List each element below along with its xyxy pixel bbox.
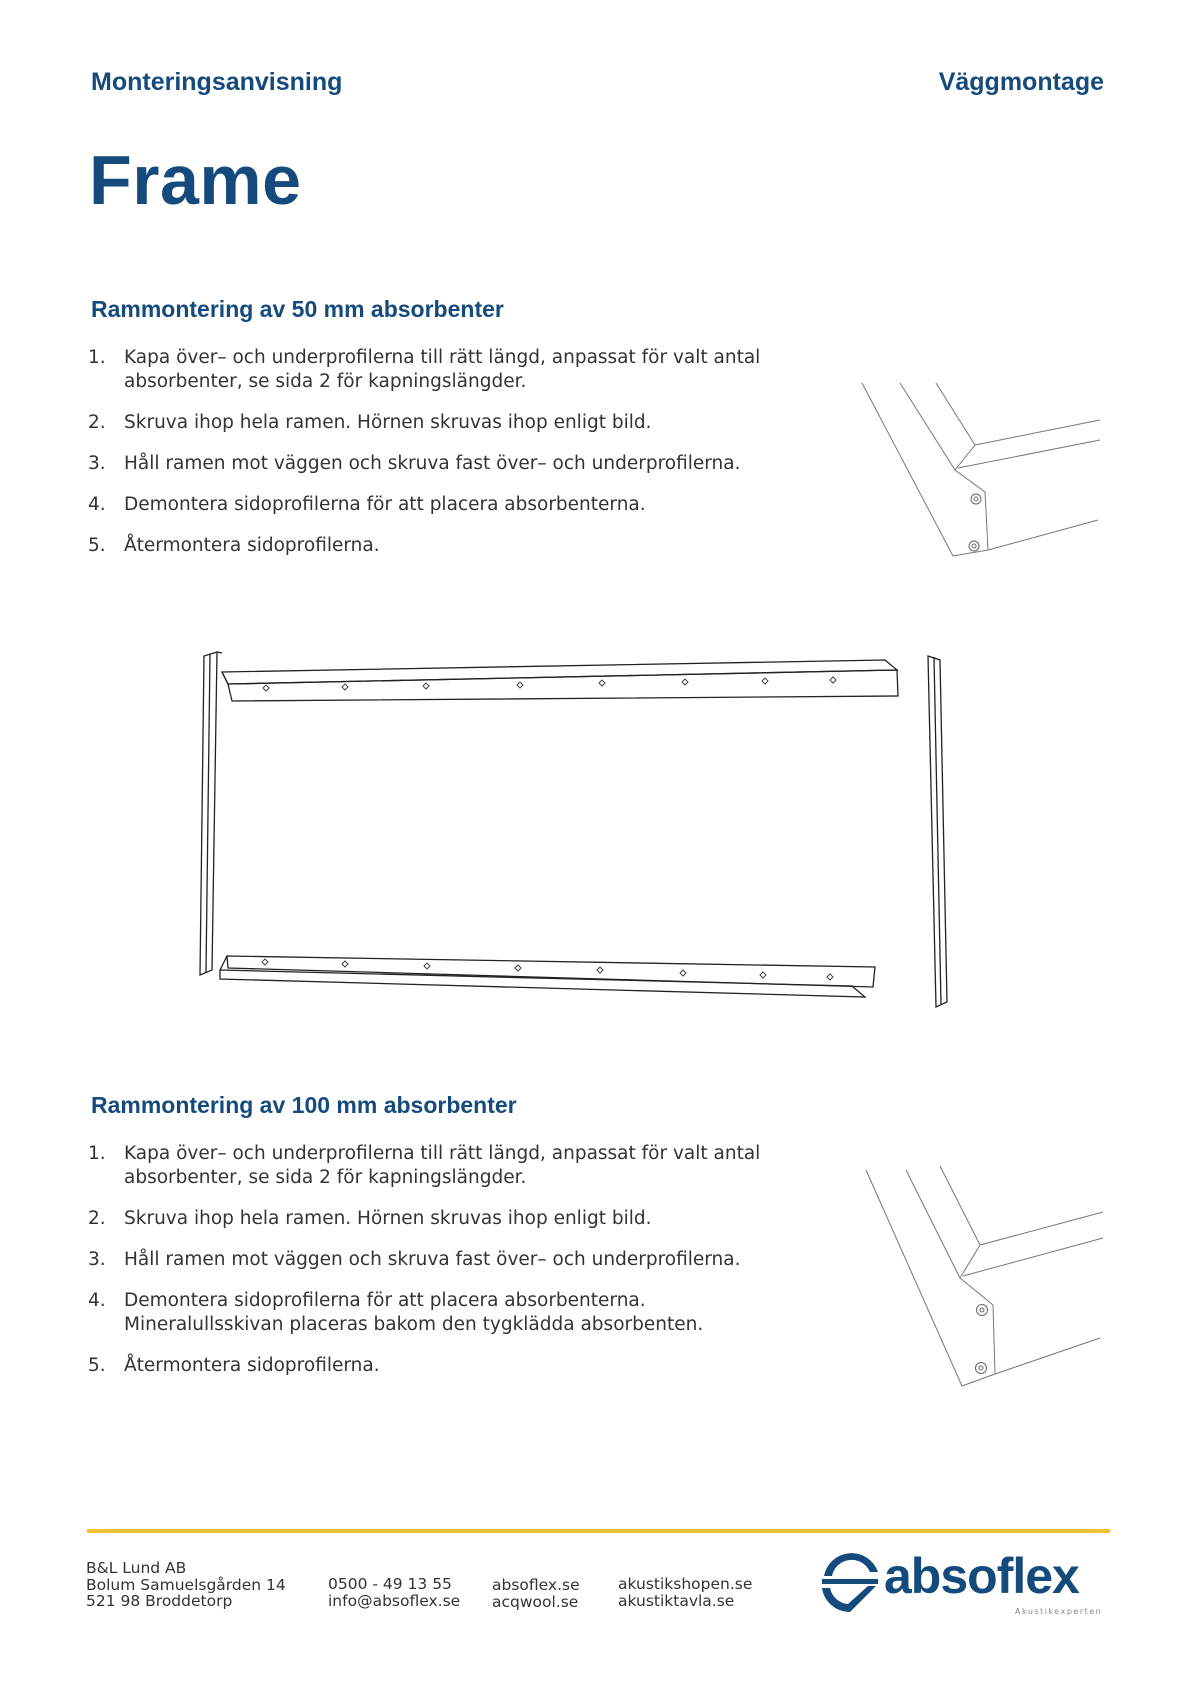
company-street: Bolum Samuelsgården 14 (86, 1575, 286, 1594)
email-link[interactable]: info@absoflex.se (328, 1591, 461, 1610)
screw-hole-icons (262, 677, 836, 980)
step-text-line: Demontera sidoprofilerna för att placera absorbenterna. (124, 494, 646, 515)
step-text (124, 1248, 848, 1272)
step-text-line: Kapa över– och underprofilerna till rätt längd, anpassat för valt antal (124, 1143, 761, 1164)
screw-icon (969, 494, 981, 551)
step-item (88, 346, 848, 394)
absoflex-logo-icon (818, 1550, 882, 1614)
section-heading-50mm: Rammontering av 50 mm absorbenter (91, 296, 504, 322)
step-text (124, 346, 848, 394)
right-side-profile (928, 656, 947, 1007)
step-text-line: Skruva ihop hela ramen. Hörnen skruvas ihop enligt bild. (124, 412, 652, 433)
corner-joint-illustration-50mm (850, 370, 1120, 570)
footer-contact (328, 1576, 460, 1609)
corner-joint-illustration-100mm (850, 1160, 1120, 1400)
step-text-line: Återmontera sidoprofilerna. (124, 535, 380, 556)
website-link-akustikshopen[interactable]: akustikshopen.se (618, 1575, 753, 1593)
step-number: 2. (88, 1208, 106, 1229)
website-link-acqwool[interactable]: acqwool.se (492, 1592, 579, 1611)
step-text (124, 1289, 848, 1337)
step-number: 4. (88, 494, 106, 515)
step-item (88, 1289, 848, 1337)
bottom-profile (220, 956, 875, 997)
step-text (124, 534, 848, 558)
step-text-line: absorbenter, se sida 2 för kapningslängder. (124, 371, 527, 392)
step-number: 5. (88, 1355, 106, 1376)
steps-list-50mm (88, 346, 848, 558)
step-text-line: Kapa över– och underprofilerna till rätt längd, anpassat för valt antal (124, 347, 761, 368)
top-profile (222, 660, 898, 701)
logo-tagline: Akustikexperten (1015, 1607, 1103, 1616)
step-text-line: Skruva ihop hela ramen. Hörnen skruvas ihop enligt bild. (124, 1208, 652, 1229)
screw-icon (976, 1305, 988, 1374)
step-item (88, 534, 848, 558)
step-number: 3. (88, 1249, 106, 1270)
website-link-absoflex[interactable]: absoflex.se (492, 1576, 580, 1594)
company-name: B&L Lund AB (86, 1559, 187, 1577)
step-text (124, 411, 848, 435)
step-number: 1. (88, 347, 106, 368)
step-text-line: Håll ramen mot väggen och skruva fast över– och underprofilerna. (124, 1249, 741, 1270)
footer-company-address (86, 1560, 286, 1610)
footer-divider (87, 1529, 1110, 1533)
website-link-akustiktavla[interactable]: akustiktavla.se (618, 1591, 735, 1610)
left-side-profile (200, 652, 222, 975)
step-text (124, 1354, 848, 1378)
step-item (88, 411, 848, 435)
step-text (124, 452, 848, 476)
company-postal: 521 98 Broddetorp (86, 1592, 233, 1610)
step-number: 1. (88, 1143, 106, 1164)
step-number: 4. (88, 1290, 106, 1311)
step-text-line: Håll ramen mot väggen och skruva fast över– och underprofilerna. (124, 453, 741, 474)
page-title: Frame (89, 141, 302, 219)
steps-list-100mm (88, 1142, 848, 1378)
footer-websites-b (618, 1576, 752, 1609)
phone-number: 0500 - 49 13 55 (328, 1575, 452, 1593)
step-text-line: Mineralullsskivan placeras bakom den tygklädda absorbenten. (124, 1314, 704, 1335)
step-item (88, 1248, 848, 1272)
section-heading-100mm: Rammontering av 100 mm absorbenter (91, 1092, 517, 1118)
step-item (88, 1142, 848, 1190)
step-number: 5. (88, 535, 106, 556)
step-text-line: Återmontera sidoprofilerna. (124, 1355, 380, 1376)
step-number: 3. (88, 453, 106, 474)
step-text (124, 1142, 848, 1190)
step-item (88, 1354, 848, 1378)
step-item (88, 452, 848, 476)
step-text (124, 493, 848, 517)
step-item (88, 1207, 848, 1231)
mounting-type-label: Väggmontage (938, 68, 1104, 96)
step-item (88, 493, 848, 517)
step-text-line: Demontera sidoprofilerna för att placera absorbenterna. (124, 1290, 646, 1311)
step-text-line: absorbenter, se sida 2 för kapningslängder. (124, 1167, 527, 1188)
step-number: 2. (88, 412, 106, 433)
doc-type-label: Monteringsanvisning (91, 68, 343, 96)
frame-exploded-illustration (190, 640, 990, 1020)
footer-websites-a (492, 1577, 580, 1610)
logo-wordmark: absoflex (884, 1548, 1079, 1604)
step-text (124, 1207, 848, 1231)
